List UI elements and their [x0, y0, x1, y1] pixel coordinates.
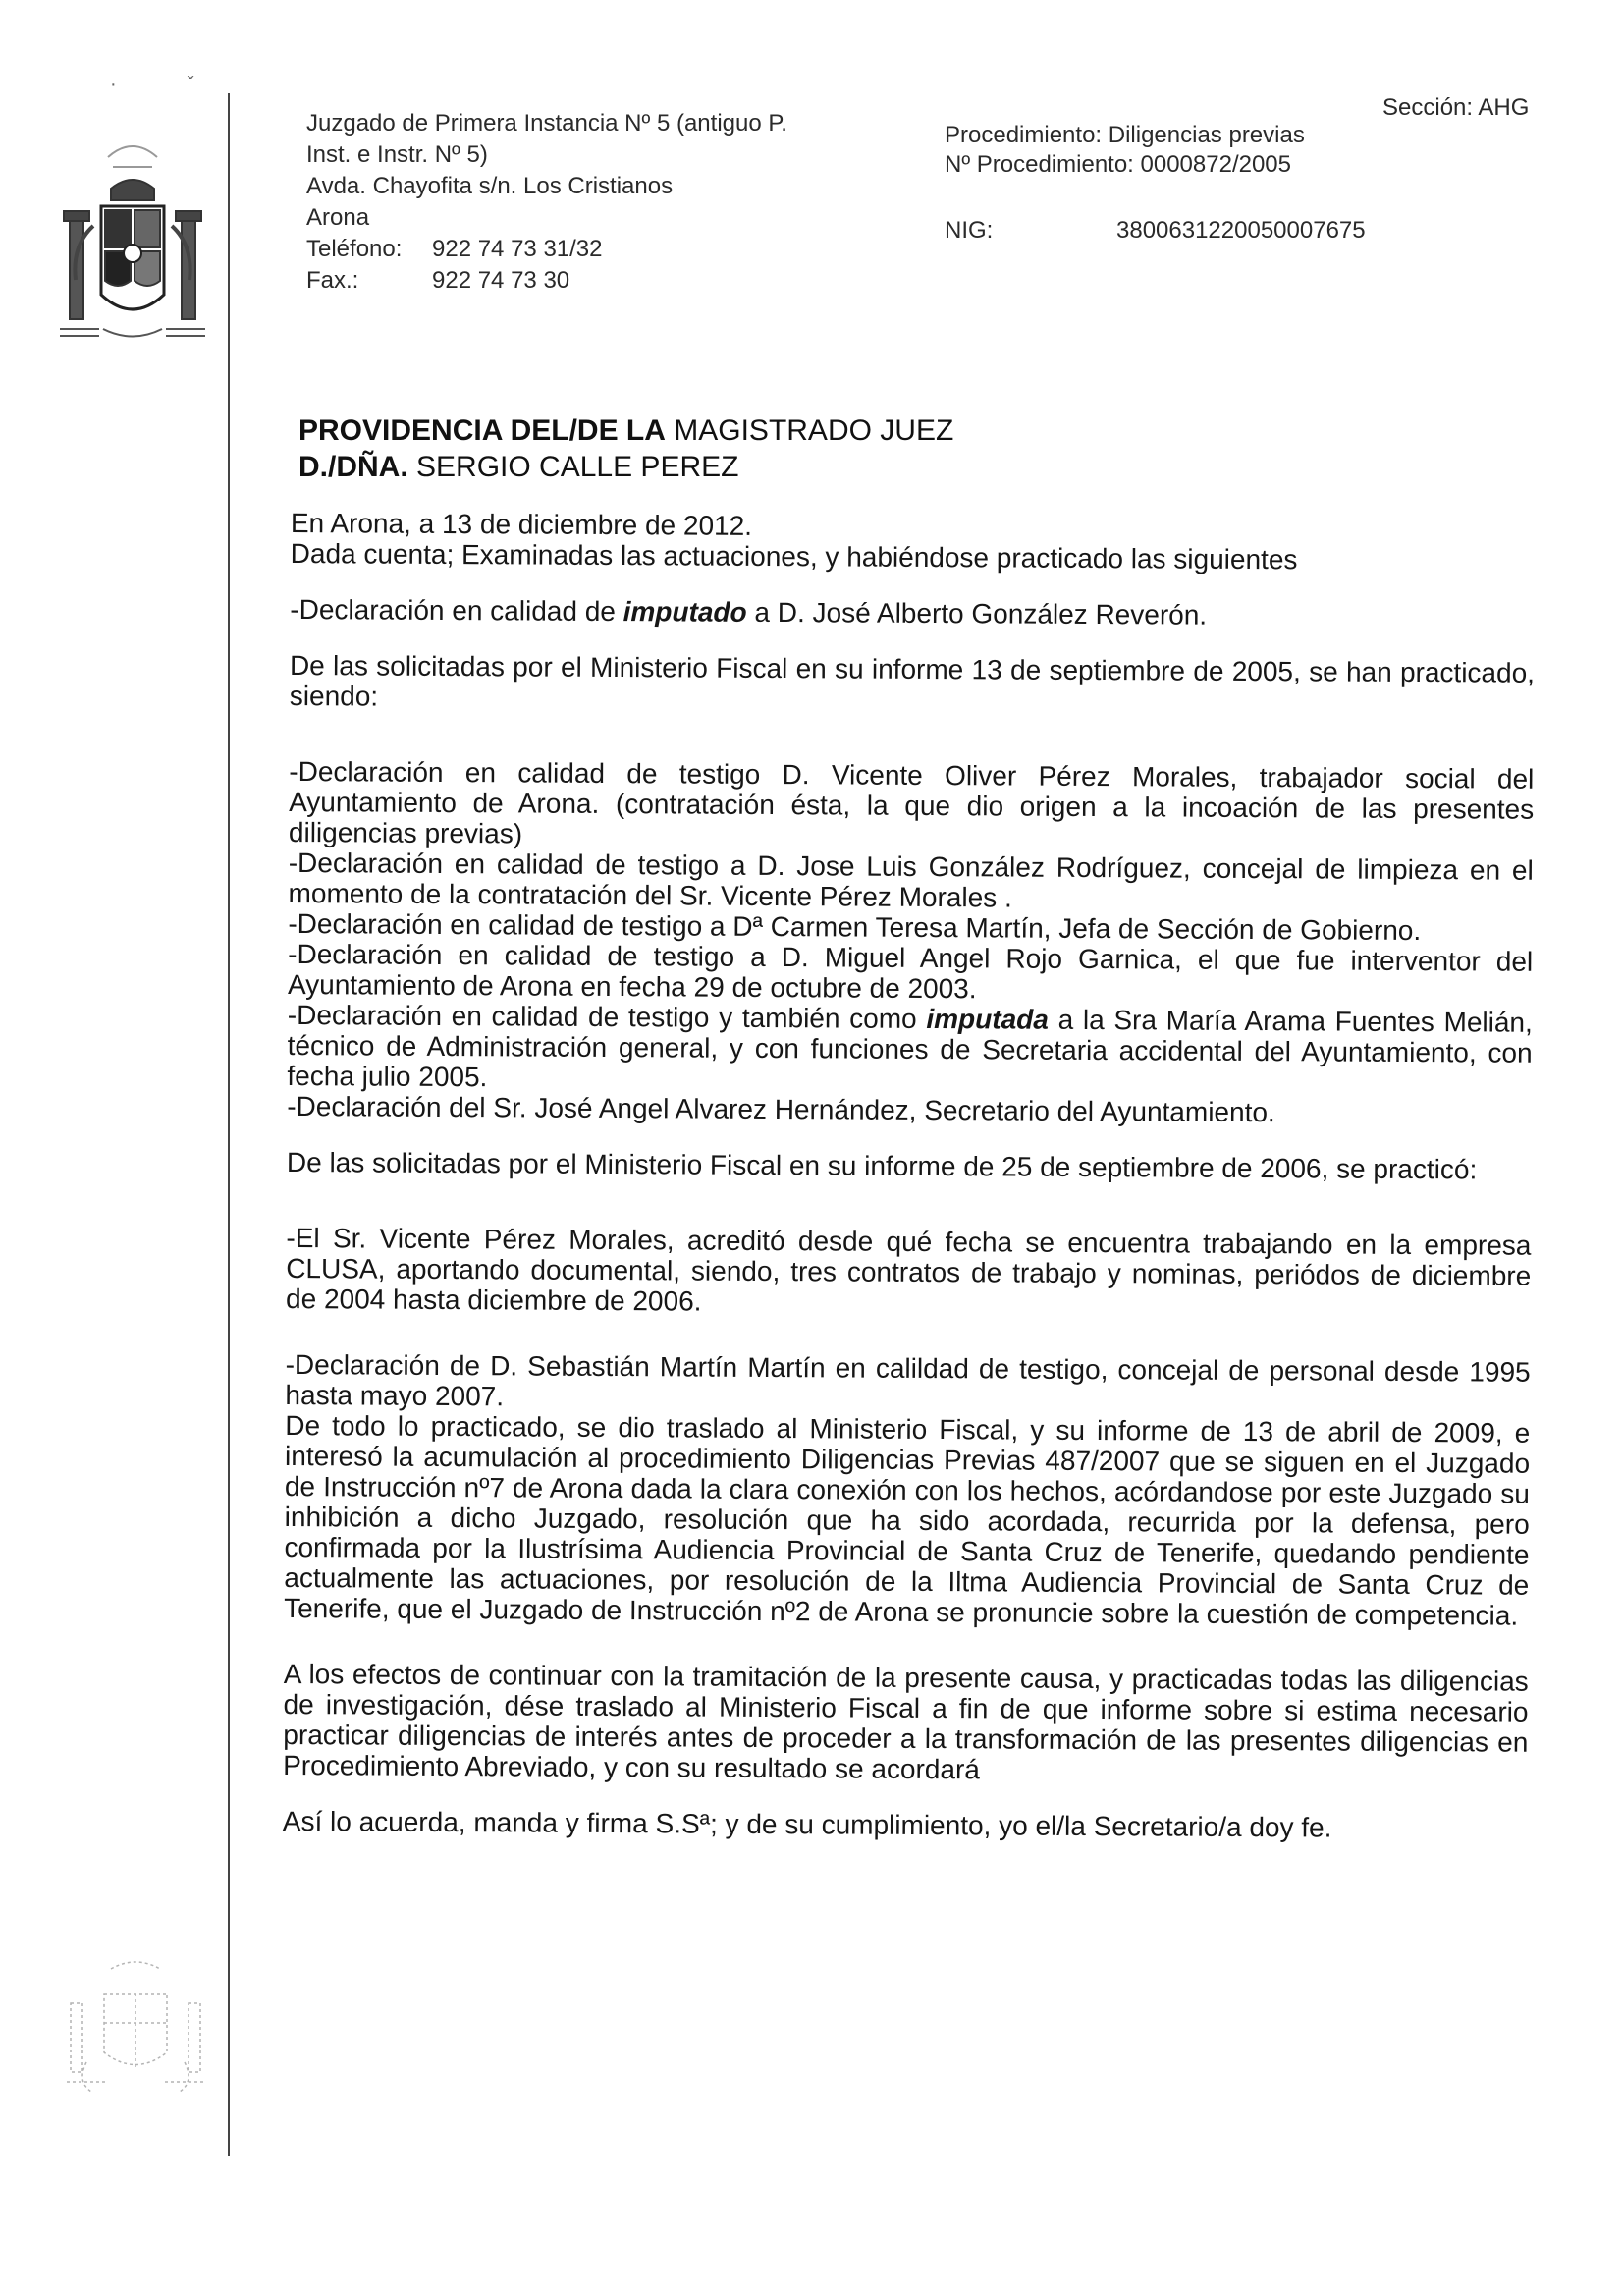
- title-normal-1: MAGISTRADO JUEZ: [674, 414, 954, 447]
- court-name-line1: Juzgado de Primera Instancia Nº 5 (antiguo P.: [306, 110, 787, 137]
- court-address-block: [306, 108, 905, 297]
- court-city: Arona: [306, 204, 370, 231]
- efectos-paragraph: A los efectos de continuar con la tramitación de la presente causa, y practicadas todas las diligencias de investigación, dése traslado al Ministerio Fiscal a fin de que informe sobre si estima necesario practicar diligencias de interés antes de proceder a la transformación de las presentes diligencias en Procedimiento Abreviado, y con su resultado se acordará: [283, 1658, 1529, 1785]
- procedure-number: Nº Procedimiento: 0000872/2005: [945, 151, 1292, 178]
- list-item: -Declaración en calidad de testigo a D. Miguel Angel Rojo Garnica, el que fue interventor del Ayuntamiento de Arona en fecha 29 de octubre de 2003.: [287, 938, 1534, 1005]
- sebastian-paragraph: -Declaración de D. Sebastián Martín Martín en calildad de testigo, concejal de personal desde 1995 hasta mayo 2007.: [285, 1348, 1531, 1412]
- court-address: Avda. Chayofita s/n. Los Cristianos: [306, 173, 674, 199]
- list-item: -Declaración en calidad de testigo a Dª Carmen Teresa Martín, Jefa de Sección de Gobierno.: [288, 907, 1422, 947]
- title-bold-2: D./DÑA.: [298, 451, 408, 483]
- document-title: [298, 412, 953, 485]
- court-name-line2: Inst. e Instr. Nº 5): [306, 141, 488, 168]
- date-line: En Arona, a 13 de diciembre de 2012.: [290, 508, 753, 541]
- document-body: [283, 508, 1536, 1844]
- nig-value: 3800631220050007675: [1116, 217, 1366, 244]
- scan-marks: · ˇ: [110, 74, 194, 95]
- left-margin-rule: [228, 93, 230, 2156]
- clusa-paragraph: -El Sr. Vicente Pérez Morales, acreditó desde qué fecha se encuentra trabajando en la empresa CLUSA, aportando documental, siendo, tres contratos de trabajo y nominas, periódos de diciembre de 2004 hasta diciembre de 2006.: [285, 1222, 1532, 1317]
- phone-label: Teléfono:: [306, 236, 403, 262]
- title-bold-1: PROVIDENCIA DEL/DE LA: [298, 414, 666, 447]
- declaration-imputado: -Declaración en calidad de imputado a D. José Alberto González Reverón.: [290, 593, 1208, 630]
- faint-coat-of-arms-icon: [57, 1954, 214, 2102]
- fax-label: Fax.:: [306, 267, 359, 294]
- nig-row: [945, 217, 1366, 245]
- fax-value: 922 74 73 30: [432, 267, 570, 294]
- imputada-emphasis: imputada: [926, 1003, 1049, 1035]
- solicitadas-2006-paragraph: De las solicitadas por el Ministerio Fiscal en su informe de 25 de septiembre de 2006, se practicó:: [286, 1146, 1478, 1185]
- solicitadas-2005-paragraph: De las solicitadas por el Ministerio Fiscal en su informe 13 de septiembre de 2005, se han practicado, siendo:: [289, 649, 1536, 712]
- section-code: Sección: AHG: [1382, 94, 1530, 121]
- list-item: -Declaración en calidad de testigo y también como imputada a la Sra María Arama Fuentes Melián, técnico de Administración general, y con funciones de Secretaria accidental del Ayuntamiento, con fecha julio 2005.: [287, 999, 1533, 1093]
- judge-name: SERGIO CALLE PEREZ: [416, 451, 739, 483]
- phone-value: 922 74 73 31/32: [432, 236, 603, 262]
- coat-of-arms-icon: [54, 128, 211, 354]
- firma-paragraph: Así lo acuerda, manda y firma S.Sª; y de su cumplimiento, yo el/la Secretario/a doy fe.: [282, 1805, 1332, 1843]
- list-item: -Declaración en calidad de testigo a D. Jose Luis González Rodríguez, concejal de limpieza en el momento de la contratación del Sr. Vicente Pérez Morales .: [288, 847, 1534, 913]
- court-fax: [306, 265, 905, 297]
- procedure-type: Procedimiento: Diligencias previas: [945, 122, 1305, 148]
- traslado-paragraph: De todo lo practicado, se dio traslado al Ministerio Fiscal, y su informe de 13 de abril de 2009, e interesó la acumulación al procedimiento Diligencias Previas 487/2007 que se siguen en el Juzgado de Instrucción nº7 de Arona dada la clara conexión con los hechos, acórdandose por este Juzgado su inhibición a dicho Juzgado, resolución que ha sido acordada, recurrida por la defensa, pero confirmada por la Ilustrísima Audiencia Provincial de Santa Cruz de Tenerife, quedando pendiente actualmente las actuaciones, por resolución de la Iltma Audiencia Provincial de Santa Cruz de Tenerife, que el Juzgado de Instrucción nº2 de Arona se pronuncie sobre la cuestión de competencia.: [284, 1409, 1531, 1631]
- imputado-emphasis: imputado: [622, 596, 747, 628]
- dada-cuenta-paragraph: Dada cuenta; Examinadas las actuaciones, y habiéndose practicado las siguientes: [290, 537, 1298, 575]
- court-phone: [306, 234, 905, 265]
- list-item: -Declaración del Sr. José Angel Alvarez Hernández, Secretario del Ayuntamiento.: [287, 1090, 1275, 1128]
- list-item: -Declaración en calidad de testigo D. Vicente Oliver Pérez Morales, trabajador social del Ayuntamiento de Arona. (contratación ésta, la que dio origen a la incoación de las presentes diligencias previas): [288, 755, 1535, 849]
- procedure-block: [945, 121, 1553, 180]
- nig-label: NIG:: [945, 217, 994, 244]
